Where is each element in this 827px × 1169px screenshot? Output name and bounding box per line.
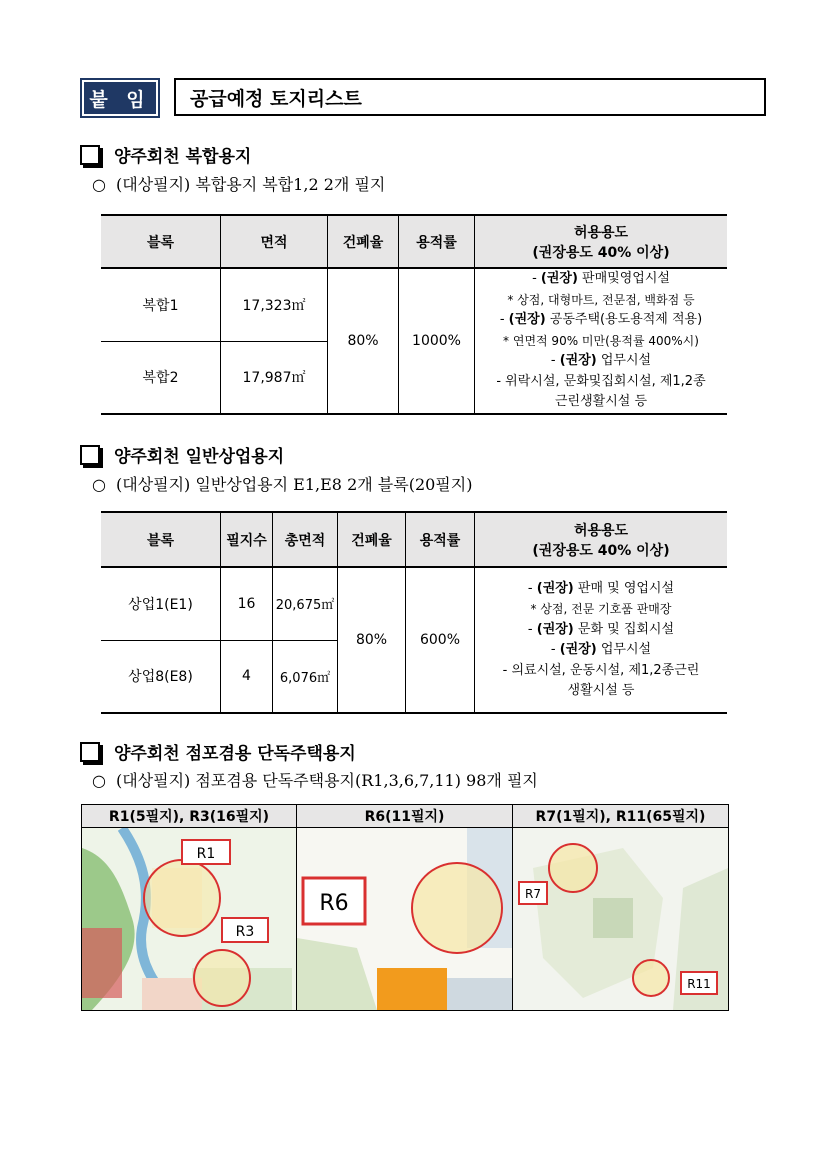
col-header-area: 면적 xyxy=(221,215,328,268)
checkbox-square-icon xyxy=(80,145,100,165)
map-label-r1: R1 xyxy=(196,846,216,862)
map-header-r1-r3: R1(5필지), R3(16필지) xyxy=(82,805,297,828)
allowed-uses-label: 허용용도 xyxy=(573,224,629,241)
area-cell: 17,987㎡ xyxy=(221,341,328,414)
col-header-block: 블록 xyxy=(101,215,221,268)
site-map-r7-r11-image xyxy=(513,828,728,1010)
mixed-use-table xyxy=(101,214,727,415)
circle-bullet-icon: ○ xyxy=(92,175,106,194)
use-line: * 상점, 전문 기호품 판매장 xyxy=(530,602,672,616)
section-1-subline-text: (대상필지) 복합용지 복합1,2 2개 필지 xyxy=(115,175,386,194)
use-line: * 상점, 대형마트, 전문점, 백화점 등 xyxy=(507,292,695,307)
use-line: - (권장) 공동주택(용도용적제 적용) xyxy=(499,312,703,328)
use-line: 생활시설 등 xyxy=(567,683,635,698)
section-2-title xyxy=(80,442,284,467)
section-2-subline xyxy=(92,472,472,495)
far-cell: 1000% xyxy=(399,268,475,414)
use-line: - (권장) 판매 및 영업시설 xyxy=(527,580,675,596)
section-3-subline-text: (대상필지) 점포겸용 단독주택용지(R1,3,6,7,11) 98개 필지 xyxy=(115,771,538,790)
block-cell: 복합2 xyxy=(101,341,221,414)
use-line: - 위락시설, 문화및집회시설, 제1,2종 xyxy=(496,373,706,389)
allowed-uses-cell xyxy=(475,268,728,414)
col-header-allowed-uses xyxy=(475,215,728,268)
section-2-subline-text: (대상필지) 일반상업용지 E1,E8 2개 블록(20필지) xyxy=(115,475,473,494)
map-r1-r3 xyxy=(82,828,297,1011)
attachment-tag: 붙 임 xyxy=(80,78,160,118)
use-line: * 연면적 90% 미만(용적률 400%시) xyxy=(503,333,699,348)
map-header-r7-r11: R7(1필지), R11(65필지) xyxy=(513,805,729,828)
block-cell: 상업1(E1) xyxy=(101,567,221,640)
col-header-far: 용적률 xyxy=(399,215,475,268)
checkbox-square-icon xyxy=(80,445,100,465)
map-label-r7: R7 xyxy=(525,887,541,901)
section-1-title xyxy=(80,142,251,167)
lot-count-cell: 4 xyxy=(221,640,273,713)
col-header-block: 블록 xyxy=(101,512,221,567)
map-label-r11: R11 xyxy=(687,977,711,991)
site-maps-table xyxy=(81,804,729,1011)
total-area-cell: 6,076㎡ xyxy=(273,640,338,713)
section-3-title-text: 양주회천 점포겸용 단독주택용지 xyxy=(114,744,356,764)
map-r7-r11 xyxy=(513,828,729,1011)
col-header-allowed-uses xyxy=(475,512,728,567)
recommended-ratio-label: (권장용도 40% 이상) xyxy=(532,542,670,559)
table-row xyxy=(101,268,727,341)
section-3-title xyxy=(80,739,356,764)
use-line: 근린생활시설 등 xyxy=(554,394,648,410)
use-line: - (권장) 업무시설 xyxy=(550,353,652,369)
block-cell: 복합1 xyxy=(101,268,221,341)
use-line: - 의료시설, 운동시설, 제1,2종근린 xyxy=(502,662,700,678)
allowed-uses-label: 허용용도 xyxy=(573,522,629,539)
map-label-r6: R6 xyxy=(319,891,349,916)
section-1-subline xyxy=(92,172,385,195)
map-r6 xyxy=(297,828,513,1011)
far-cell: 600% xyxy=(406,567,475,713)
col-header-coverage: 건폐율 xyxy=(328,215,399,268)
map-label-r3: R3 xyxy=(235,924,255,940)
circle-bullet-icon: ○ xyxy=(92,771,106,790)
use-line: - (권장) 판매및영업시설 xyxy=(532,271,670,287)
coverage-cell: 80% xyxy=(338,567,406,713)
use-line: - (권장) 문화 및 집회시설 xyxy=(527,621,675,637)
recommended-ratio-label: (권장용도 40% 이상) xyxy=(532,244,670,261)
site-map-r6-image xyxy=(297,828,512,1010)
site-map-r1-r3-image xyxy=(82,828,296,1010)
col-header-coverage: 건폐율 xyxy=(338,512,406,567)
section-2-title-text: 양주회천 일반상업용지 xyxy=(114,447,285,467)
total-area-cell: 20,675㎡ xyxy=(273,567,338,640)
col-header-lot-count: 필지수 xyxy=(221,512,273,567)
commercial-table xyxy=(101,511,727,714)
circle-bullet-icon: ○ xyxy=(92,475,106,494)
section-1-title-text: 양주회천 복합용지 xyxy=(114,147,252,167)
page-title: 공급예정 토지리스트 xyxy=(174,78,766,116)
attachment-header xyxy=(80,78,766,118)
block-cell: 상업8(E8) xyxy=(101,640,221,713)
section-3-subline xyxy=(92,768,538,791)
map-header-r6: R6(11필지) xyxy=(297,805,513,828)
allowed-uses-cell xyxy=(475,567,728,713)
lot-count-cell: 16 xyxy=(221,567,273,640)
use-line: - (권장) 업무시설 xyxy=(550,642,652,657)
col-header-total-area: 총면적 xyxy=(273,512,338,567)
col-header-far: 용적률 xyxy=(406,512,475,567)
table-row xyxy=(101,567,727,640)
area-cell: 17,323㎡ xyxy=(221,268,328,341)
checkbox-square-icon xyxy=(80,742,100,762)
coverage-cell: 80% xyxy=(328,268,399,414)
